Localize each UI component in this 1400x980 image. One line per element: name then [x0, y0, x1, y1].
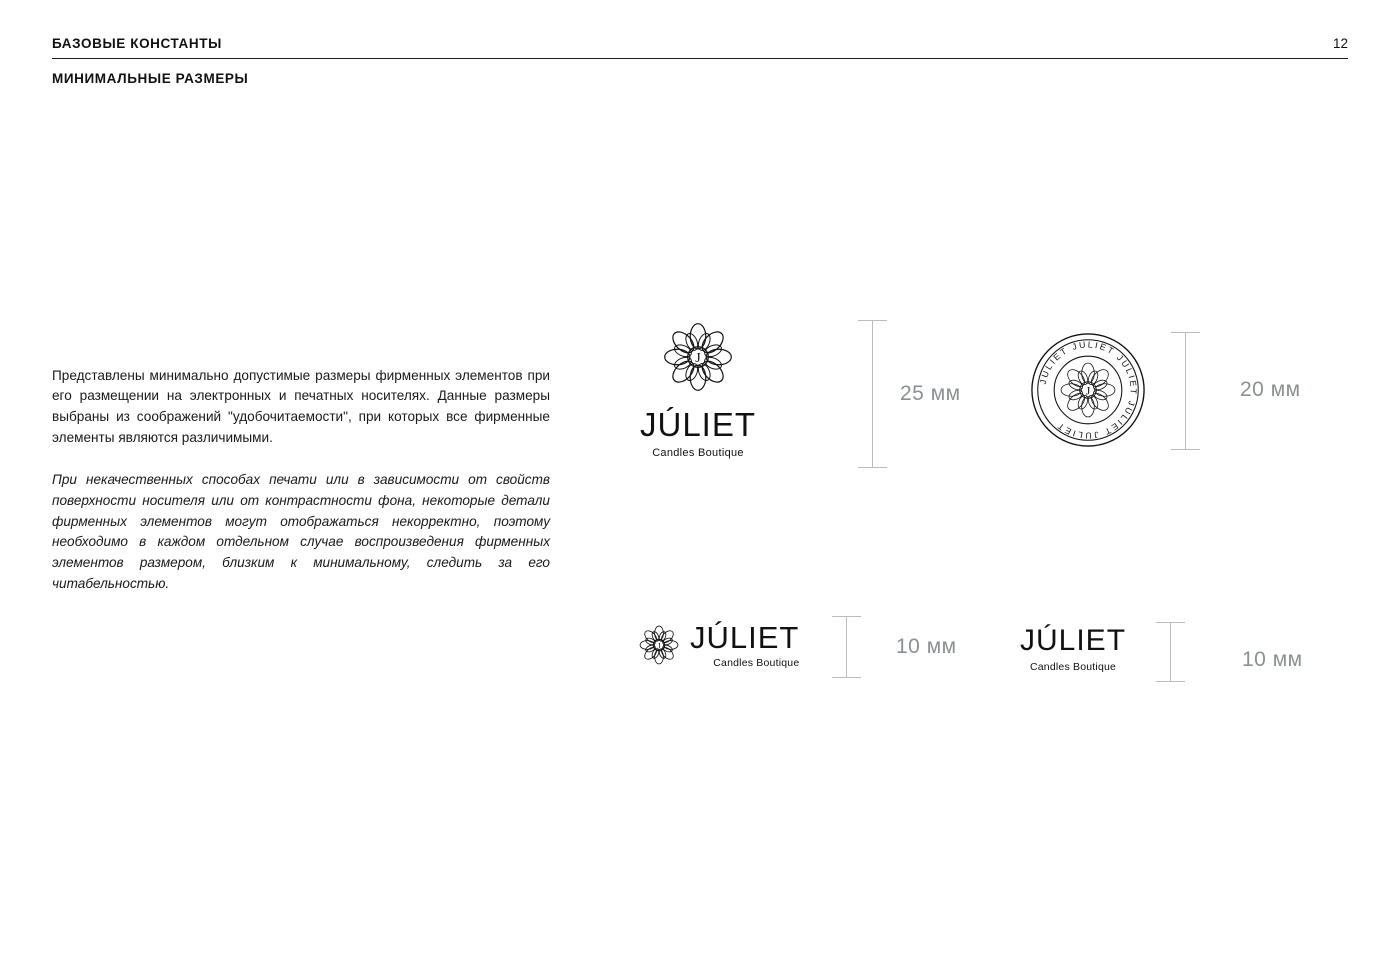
horizontal-lockup — [638, 622, 799, 669]
header-top-row — [52, 36, 1348, 51]
circular-emblem-icon — [1030, 332, 1146, 448]
paragraph-note: При некачественных способах печати или в зависимости от свойств поверхности носителя или от контрастности фона, некоторые детали фирменных элементов могут отображаться некорректно, поэтому необходимо в каждом отдельном случае воспроизведения фирменных элементов размером, близким к минимальному, следить за его читабельностью. — [52, 472, 550, 591]
page-header — [52, 36, 1348, 86]
rosette-emblem-small-icon — [638, 624, 680, 666]
specimen-wordmark-only — [1020, 626, 1126, 673]
size-label-25mm: 25 мм — [900, 382, 961, 405]
monogram-letter-small: J — [657, 641, 661, 651]
specimen-grid — [600, 300, 1360, 720]
wordmark-text: JÚLIET — [1020, 624, 1127, 657]
size-label-10mm-a: 10 мм — [896, 635, 957, 658]
tagline-text: Candles Boutique — [1029, 661, 1117, 673]
wordmark-text: JÚLIET — [690, 620, 800, 655]
size-label-10mm-b: 10 мм — [1242, 648, 1303, 671]
wordmark-text: JÚLIET — [640, 406, 757, 443]
specimen-circular-emblem — [1030, 332, 1146, 448]
tagline-text: Candles Boutique — [652, 447, 744, 459]
ring-text: JULIET JULIET JULIET JULIET JULIET — [1037, 339, 1139, 441]
rosette-emblem-icon — [640, 320, 756, 394]
tagline-text: Candles Boutique — [713, 657, 800, 669]
header-divider — [52, 58, 1348, 59]
specimen-horizontal-lockup — [638, 622, 799, 669]
size-label-20mm: 20 мм — [1240, 378, 1301, 401]
monogram-letter: J — [695, 350, 701, 367]
body-text-column — [52, 352, 550, 608]
emblem-monogram-letter: J — [1085, 384, 1091, 398]
horizontal-lockup-text — [690, 622, 799, 669]
specimen-vertical-lockup — [640, 320, 756, 459]
vertical-lockup — [640, 320, 756, 459]
paragraph-intro: Представлены минимально допустимые размеры фирменных элементов при его размещении на электронных и печатных носителях. Данные размеры выбраны из соображений "удобочитаемости", при которых все фирменные элементы являются различимыми. — [52, 367, 550, 445]
page-title: БАЗОВЫЕ КОНСТАНТЫ — [52, 36, 222, 51]
page-number: 12 — [1332, 36, 1348, 51]
wordmark-lockup — [1020, 626, 1126, 673]
section-subtitle: МИНИМАЛЬНЫЕ РАЗМЕРЫ — [52, 71, 249, 86]
